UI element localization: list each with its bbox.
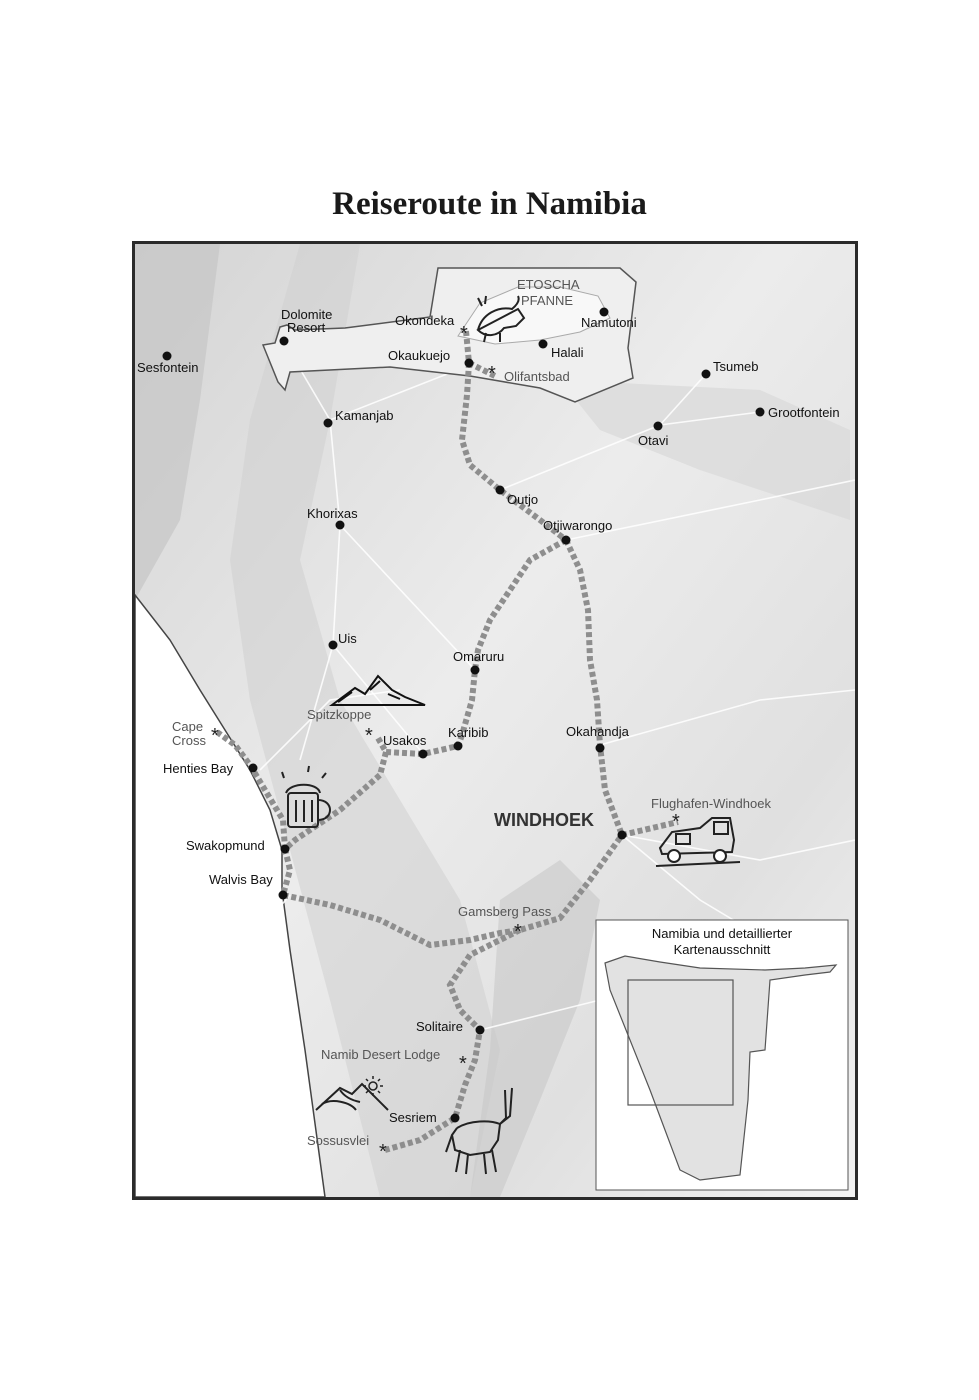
label-uis: Uis: [338, 631, 357, 646]
poi-cape-cross: *: [211, 725, 219, 747]
poi-namib-desert-lodge: *: [459, 1053, 467, 1075]
inset-map: [596, 920, 848, 1190]
poi-flughafen: *: [672, 811, 680, 833]
label-okondeka: Okondeka: [395, 313, 455, 328]
label-otjiwarongo: Otjiwarongo: [543, 518, 613, 533]
label-swakopmund: Swakopmund: [186, 838, 265, 853]
town-dot-henties-bay: [249, 764, 258, 773]
town-dot-grootfontein: [756, 408, 765, 417]
town-dot-windhoek: [618, 831, 627, 840]
town-dot-omaruru: [471, 666, 480, 675]
label-spitzkoppe: Spitzkoppe: [307, 707, 372, 722]
town-dot-uis: [329, 641, 338, 650]
label-cape-cross-2: Cross: [172, 733, 206, 748]
label-khorixas: Khorixas: [307, 506, 358, 521]
town-dot-swakopmund: [281, 845, 290, 854]
label-walvis-bay: Walvis Bay: [209, 872, 273, 887]
route-map: [132, 241, 858, 1200]
town-dot-halali: [539, 340, 548, 349]
label-okahandja: Okahandja: [566, 724, 629, 739]
poi-gamsberg: *: [514, 921, 522, 943]
label-sossusvlei: Sossusvlei: [307, 1133, 370, 1148]
poi-okondeka: *: [460, 323, 468, 345]
label-henties-bay: Henties Bay: [163, 761, 234, 776]
town-dot-kamanjab: [324, 419, 333, 428]
label-windhoek: WINDHOEK: [494, 810, 594, 830]
town-dot-tsumeb: [702, 370, 711, 379]
poi-olifantsbad: *: [488, 363, 496, 385]
town-dot-khorixas: [336, 521, 345, 530]
poi-spitzkoppe: *: [365, 725, 373, 747]
town-dot-solitaire: [476, 1026, 485, 1035]
label-kamanjab: Kamanjab: [335, 408, 394, 423]
town-dot-otavi: [654, 422, 663, 431]
etosha-label-2: PFANNE: [521, 293, 574, 308]
label-okaukuejo: Okaukuejo: [388, 348, 451, 363]
town-dot-walvis-bay: [279, 891, 288, 900]
town-dot-okahandja: [596, 744, 605, 753]
label-sesriem: Sesriem: [389, 1110, 437, 1125]
inset-caption: Namibia und detaillierter: [651, 926, 793, 941]
etosha-label: ETOSCHA: [517, 277, 580, 292]
label-outjo: Outjo: [507, 492, 539, 507]
map-title: Reiseroute in Namibia: [332, 186, 647, 222]
label-flughafen: Flughafen-Windhoek: [651, 796, 771, 811]
label-tsumeb: Tsumeb: [713, 359, 759, 374]
town-dot-okaukuejo: [465, 359, 474, 368]
label-usakos: Usakos: [383, 733, 427, 748]
town-dot-sesriem: [451, 1114, 460, 1123]
label-omaruru: Omaruru: [453, 649, 505, 664]
town-dot-karibib: [454, 742, 463, 751]
label-sesfontein: Sesfontein: [137, 360, 199, 375]
label-gamsberg: Gamsberg Pass: [458, 904, 552, 919]
town-dot-outjo: [496, 486, 505, 495]
label-solitaire: Solitaire: [416, 1019, 463, 1034]
map-canvas: [135, 244, 855, 1197]
label-cape-cross: Cape: [172, 719, 204, 734]
town-dot-dolomite: [280, 337, 289, 346]
label-olifantsbad: Olifantsbad: [504, 369, 570, 384]
label-namib-desert-lodge: Namib Desert Lodge: [321, 1047, 441, 1062]
label-dolomite-2: Resort: [287, 320, 326, 335]
town-dot-otjiwarongo: [562, 536, 571, 545]
inset-caption-2: Kartenausschnitt: [673, 942, 771, 957]
poi-sossusvlei: *: [379, 1141, 387, 1163]
label-halali: Halali: [551, 345, 584, 360]
label-karibib: Karibib: [448, 725, 489, 740]
town-dot-usakos: [419, 750, 428, 759]
label-grootfontein: Grootfontein: [768, 405, 840, 420]
label-dolomite: Dolomite: [281, 307, 333, 322]
label-otavi: Otavi: [638, 433, 669, 448]
label-namutoni: Namutoni: [581, 315, 637, 330]
